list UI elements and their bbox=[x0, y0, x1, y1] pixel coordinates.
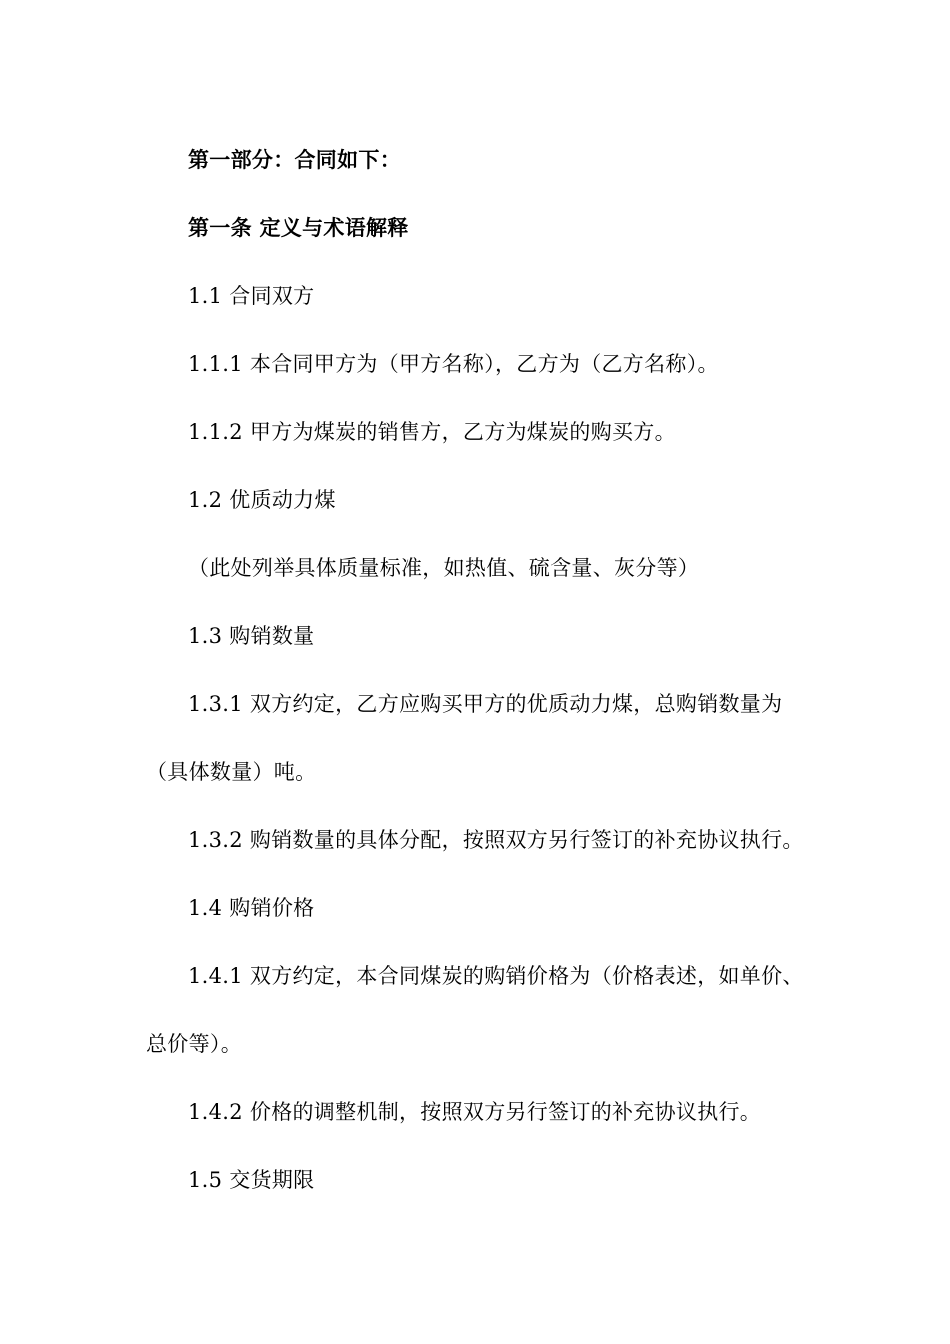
quality-note: （此处列举具体质量标准，如热值、硫含量、灰分等） bbox=[188, 556, 700, 580]
clause-1-5: 1.5 交货期限 bbox=[188, 1168, 315, 1192]
document-body bbox=[146, 126, 808, 1214]
clause-1-4-1: 1.4.1 双方约定，本合同煤炭的购销价格为（价格表述，如单价、总价等）。 bbox=[146, 964, 804, 1056]
clause-1-1-1: 1.1.1 本合同甲方为（甲方名称），乙方为（乙方名称）。 bbox=[188, 352, 719, 376]
article-heading: 第一条 定义与术语解释 bbox=[188, 216, 409, 240]
clause-1-3-1: 1.3.1 双方约定，乙方应购买甲方的优质动力煤，总购销数量为（具体数量）吨。 bbox=[146, 692, 783, 784]
clause-1-3: 1.3 购销数量 bbox=[188, 624, 315, 648]
clause-1-1: 1.1 合同双方 bbox=[188, 284, 315, 308]
clause-1-2: 1.2 优质动力煤 bbox=[188, 488, 336, 512]
clause-1-1-2: 1.1.2 甲方为煤炭的销售方，乙方为煤炭的购买方。 bbox=[188, 420, 676, 444]
clause-1-3-2: 1.3.2 购销数量的具体分配，按照双方另行签订的补充协议执行。 bbox=[188, 828, 804, 852]
clause-1-4: 1.4 购销价格 bbox=[188, 896, 315, 920]
part-heading: 第一部分：合同如下： bbox=[188, 148, 401, 172]
clause-1-4-2: 1.4.2 价格的调整机制，按照双方另行签订的补充协议执行。 bbox=[188, 1100, 762, 1124]
